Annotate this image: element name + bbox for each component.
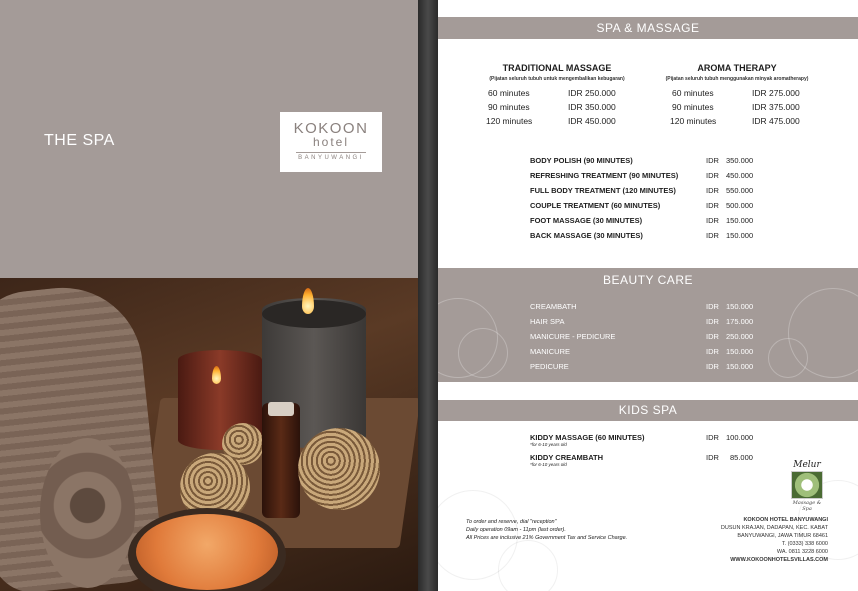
address-line: DUSUN KRAJAN, DADAPAN, KEC. KABAT: [720, 525, 828, 531]
beauty-price: 250.000: [726, 332, 754, 341]
address-line: BANYUWANGI, JAWA TIMUR 68461: [737, 533, 828, 539]
melur-logo: [788, 460, 826, 512]
treatment-name: BACK MASSAGE (30 MINUTES): [530, 231, 643, 240]
price: IDR 375.000: [752, 102, 800, 112]
logo-city: BANYUWANGI: [298, 155, 364, 161]
website: WWW.KOKOONHOTELSVILLAS.COM: [730, 557, 828, 563]
treatment-price: 500.000: [726, 201, 754, 210]
traditional-note: (Pijatan seluruh tubuh untuk mengembalikan kebugaran): [489, 76, 625, 82]
treatment-name: BODY POLISH (90 MINUTES): [530, 156, 633, 165]
kids-age-note: *for 6-10 years old: [530, 462, 567, 467]
aroma-therapy-block: [650, 63, 824, 82]
kids-age-note: *for 6-10 years old: [530, 442, 567, 447]
price: IDR 475.000: [752, 116, 800, 126]
beauty-price: 175.000: [726, 317, 754, 326]
cover-page: [0, 0, 418, 591]
section-header-spa: SPA & MASSAGE: [438, 17, 858, 39]
duration: 120 minutes: [670, 116, 717, 126]
currency: IDR: [706, 302, 719, 311]
section-header-beauty: BEAUTY CARE: [603, 273, 693, 287]
kids-price: 100.000: [726, 433, 754, 442]
beauty-name: MANICURE: [530, 347, 571, 356]
treatment-name: FOOT MASSAGE (30 MINUTES): [530, 216, 643, 225]
melur-sub: Massage & Spa: [792, 500, 822, 512]
aroma-note: (Pijatan seluruh tubuh menggunakan minyak aromatherapy): [665, 76, 809, 82]
beauty-price: 150.000: [726, 362, 754, 371]
currency: IDR: [706, 317, 719, 326]
price-list-page: [438, 0, 858, 591]
kids-name: KIDDY CREAMBATH: [530, 453, 604, 462]
currency: IDR: [706, 453, 719, 462]
beauty-name: CREAMBATH: [530, 302, 577, 311]
grey-candle-top: [262, 300, 366, 328]
currency: IDR: [706, 362, 719, 371]
currency: IDR: [706, 186, 719, 195]
duration: 90 minutes: [488, 102, 530, 112]
duration: 60 minutes: [488, 88, 530, 98]
currency: IDR: [706, 231, 719, 240]
footer-line: Daily operation 09am - 11pm (last order).: [466, 527, 566, 533]
traditional-title: TRADITIONAL MASSAGE: [502, 63, 612, 73]
logo-name: KOKOON: [293, 120, 369, 137]
price: IDR 450.000: [568, 116, 616, 126]
section-header-kids: KIDS SPA: [438, 400, 858, 421]
hotel-name: KOKOON HOTEL BANYUWANGI: [743, 517, 828, 523]
bottle-cap: [268, 402, 294, 416]
beauty-care-section: [438, 268, 858, 382]
beauty-price: 150.000: [726, 302, 754, 311]
melur-name: Melur: [793, 460, 821, 470]
duration: 90 minutes: [672, 102, 714, 112]
currency: IDR: [706, 433, 719, 442]
currency: IDR: [706, 156, 719, 165]
footer-notes: [466, 518, 627, 542]
page-spine: [418, 0, 438, 591]
currency: IDR: [706, 201, 719, 210]
logo-divider: [296, 152, 366, 153]
oil-bottle: [262, 403, 300, 518]
jasmine-flower-icon: [791, 471, 823, 499]
currency: IDR: [706, 347, 719, 356]
bath-salt: [136, 514, 278, 590]
spa-photo: [0, 278, 418, 591]
page-title: THE SPA: [44, 132, 115, 149]
beauty-name: HAIR SPA: [530, 317, 565, 326]
kokoon-logo: [280, 112, 382, 172]
price: IDR 350.000: [568, 102, 616, 112]
towel-roll-end: [40, 438, 135, 588]
currency: IDR: [706, 171, 719, 180]
candle-flame: [302, 288, 314, 314]
treatment-price: 350.000: [726, 156, 754, 165]
treatment-name: REFRESHING TREATMENT (90 MINUTES): [530, 171, 679, 180]
treatment-price: 550.000: [726, 186, 754, 195]
footer-line: To order and reserve, dial "reception": [466, 519, 557, 525]
beauty-name: MANICURE - PEDICURE: [530, 332, 616, 341]
floral-ornament: [458, 328, 508, 378]
floral-ornament: [768, 338, 808, 378]
beauty-price: 150.000: [726, 347, 754, 356]
treatment-price: 150.000: [726, 216, 754, 225]
currency: IDR: [706, 332, 719, 341]
price: IDR 250.000: [568, 88, 616, 98]
candle-flame-small: [212, 366, 221, 384]
kids-price: 85.000: [730, 453, 753, 462]
treatment-name: FULL BODY TREATMENT (120 MINUTES): [530, 186, 676, 195]
treatment-price: 150.000: [726, 231, 754, 240]
traditional-massage-block: [472, 63, 642, 82]
treatment-name: COUPLE TREATMENT (60 MINUTES): [530, 201, 661, 210]
rattan-ball: [298, 428, 380, 510]
footer-line: All Prices are inclusive 21% Government Tax and Service Charge.: [466, 535, 628, 541]
beauty-name: PEDICURE: [530, 362, 569, 371]
logo-sub: hotel: [312, 135, 350, 149]
aroma-title: AROMA THERAPY: [697, 63, 777, 73]
duration: 60 minutes: [672, 88, 714, 98]
floral-ornament: [498, 540, 558, 591]
phone: T. (0333) 338 6000: [781, 541, 828, 547]
price: IDR 275.000: [752, 88, 800, 98]
currency: IDR: [706, 216, 719, 225]
treatment-price: 450.000: [726, 171, 754, 180]
hotel-contact: [721, 516, 828, 564]
kids-name: KIDDY MASSAGE (60 MINUTES): [530, 433, 645, 442]
duration: 120 minutes: [486, 116, 533, 126]
whatsapp: WA. 0811 3228 6000: [776, 549, 828, 555]
